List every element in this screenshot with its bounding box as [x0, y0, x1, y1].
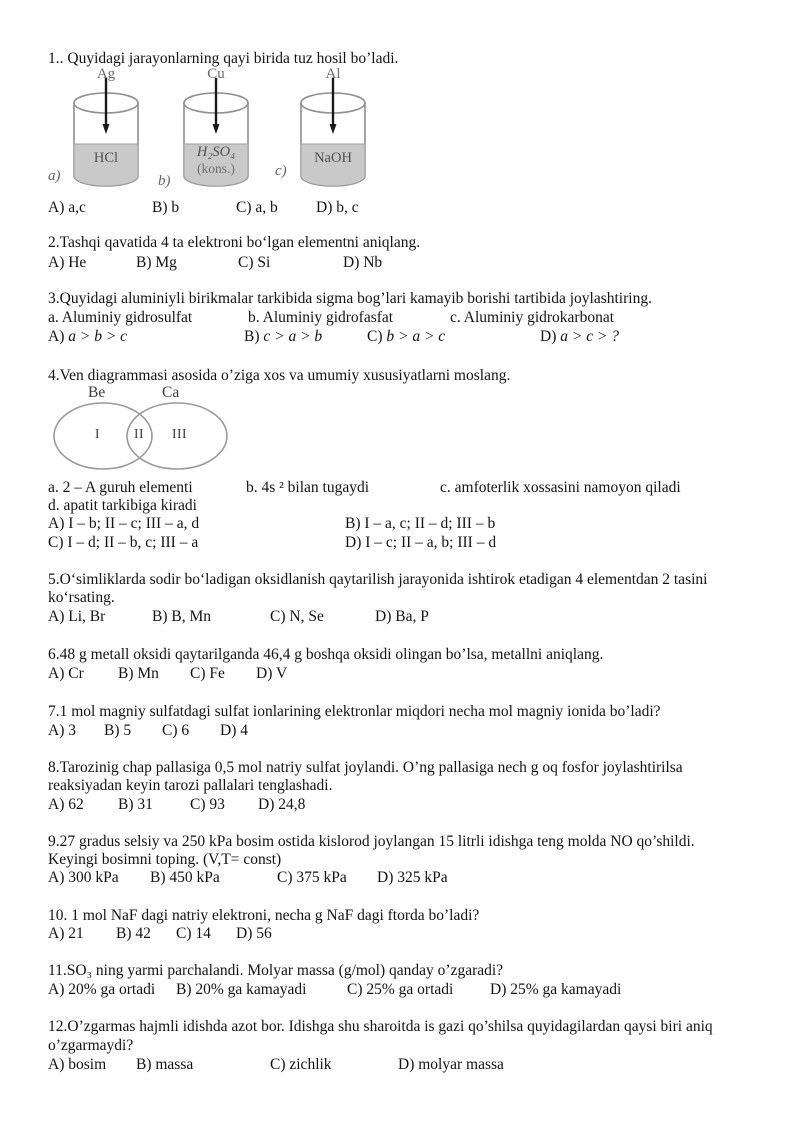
q10-option-d: D) 56	[236, 925, 272, 942]
q2-option-a: A) He	[48, 254, 87, 271]
q12-options	[48, 1055, 504, 1074]
beaker-icon	[298, 66, 368, 198]
beaker-b-metal-label: Cu	[207, 66, 225, 82]
q6-option-b: B) Mn	[118, 665, 159, 682]
venn-region-iii: III	[172, 426, 187, 441]
q3-option-b-label: B)	[244, 328, 264, 345]
q4-option-b: B) I – a, c; II – d; III – b	[345, 515, 496, 532]
q7-title: 7.1 mol magniy sulfatdagi sulfat ionlarining elektronlar miqdori necha mol magniy ionida bo’ladi?	[48, 703, 661, 720]
q1-title: 1.. Quyidagi jarayonlarning qayi birida tuz hosil bo’ladi.	[48, 50, 399, 67]
q10-options	[48, 924, 272, 943]
q3-option-a	[48, 327, 244, 346]
q11-option-c: C) 25% ga ortadi	[347, 981, 454, 998]
q3-option-c-value: b > a > c	[386, 328, 446, 345]
q12-option-b: B) massa	[136, 1056, 194, 1073]
beaker-a-metal-label: Ag	[96, 66, 116, 82]
q3-option-c	[367, 327, 540, 346]
q4-item-c: c. amfoterlik xossasini namoyon qiladi	[440, 479, 681, 496]
q6-option-c: C) Fe	[190, 665, 225, 682]
q8-title-line-1: 8.Tarozinig chap pallasiga 0,5 mol natriy sulfat joylandi. O’ng pallasiga nech g oq fosfor joylashtirilsa	[48, 759, 683, 776]
q3-option-a-label: A)	[48, 328, 69, 345]
q3-option-b-value: c > a > b	[263, 328, 323, 345]
q5-title-line-2: ko‘rsating.	[48, 589, 115, 606]
venn-circles-icon	[50, 398, 240, 480]
beaker-c-liquid-label: NaOH	[314, 150, 352, 166]
q2-title: 2.Tashqi qavatida 4 ta elektroni bo‘lgan elementni aniqlang.	[48, 234, 421, 251]
q9-title-line-1: 9.27 gradus selsiy va 250 kPa bosim ostida kislorod joylangan 15 litrli idishga teng molda NO qo’shildi.	[48, 833, 695, 850]
q2-option-b: B) Mg	[136, 254, 177, 271]
q11-title: 11.SO₃ ning yarmi parchalandi. Molyar massa (g/mol) qanday o’zgaradi?	[48, 962, 504, 979]
q10-title: 10. 1 mol NaF dagi natriy elektroni, necha g NaF dagi ftorda bo’ladi?	[48, 907, 480, 924]
q3-option-d	[540, 327, 619, 346]
q3-options	[48, 327, 619, 346]
q4-options-row-2	[48, 533, 496, 552]
q8-option-b: B) 31	[118, 796, 153, 813]
beaker-a-liquid-label: HCl	[93, 150, 119, 166]
q3-item-a: a. Aluminiy gidrosulfat	[48, 309, 193, 326]
beaker-a-sublabel: a)	[48, 168, 61, 184]
q4-option-d: D) I – c; II – a, b; III – d	[345, 534, 497, 551]
q3-item-b: b. Aluminiy gidrofasfat	[248, 309, 394, 326]
q6-options	[48, 664, 287, 683]
venn-region-i: I	[95, 426, 100, 441]
q9-option-b: B) 450 kPa	[150, 869, 220, 886]
q5-option-a: A) Li, Br	[48, 608, 106, 625]
q1-options	[48, 198, 359, 217]
q9-option-c: C) 375 kPa	[277, 869, 347, 886]
beaker-icon	[71, 66, 141, 198]
q6-option-a: A) Cr	[48, 665, 84, 682]
q4-options-row-1	[48, 514, 495, 533]
q8-options	[48, 795, 305, 814]
beaker-icon	[181, 66, 251, 198]
q11-option-d: D) 25% ga kamayadi	[490, 981, 622, 998]
beaker-c	[275, 66, 368, 198]
q8-option-c: C) 93	[190, 796, 225, 813]
q10-option-b: B) 42	[116, 925, 151, 942]
q1-option-c: C) a, b	[236, 199, 278, 216]
q6-title: 6.48 g metall oksidi qaytarilganda 46,4 g boshqa oksidi olingan bo’lsa, metallni aniqlang.	[48, 646, 604, 663]
beaker-b-liquid-note: (kons.)	[197, 161, 235, 176]
q7-option-a: A) 3	[48, 722, 76, 739]
q2-option-c: C) Si	[238, 254, 271, 271]
q12-title-line-2: o’zgarmaydi?	[48, 1037, 134, 1054]
beaker-c-sublabel: c)	[275, 163, 287, 179]
q11-option-a: A) 20% ga ortadi	[48, 981, 156, 998]
venn-left-set-label: Be	[88, 384, 106, 401]
q11-option-b: B) 20% ga kamayadi	[176, 981, 307, 998]
q3-option-a-value: a > b > c	[68, 328, 128, 345]
q1-option-a: A) a,c	[48, 199, 86, 216]
q4-option-a: A) I – b; II – c; III – a, d	[48, 515, 200, 532]
venn-region-ii: II	[134, 426, 144, 441]
q8-title-line-2: reaksiyadan keyin tarozi pallalari tenglashadi.	[48, 777, 333, 794]
beaker-b-sublabel: b)	[158, 173, 171, 189]
q11-options	[48, 980, 621, 999]
q5-option-b: B) B, Mn	[152, 608, 211, 625]
q4-items-row	[48, 478, 681, 497]
q3-option-b	[244, 327, 367, 346]
beaker-b-liquid-label: H₂SO₄	[196, 144, 236, 160]
q4-item-d: d. apatit tarkibiga kiradi	[48, 497, 197, 514]
q12-option-c: C) zichlik	[270, 1056, 332, 1073]
q10-option-c: C) 14	[176, 925, 211, 942]
q3-items	[48, 308, 614, 327]
q9-option-a: A) 300 kPa	[48, 869, 119, 886]
q7-option-b: B) 5	[104, 722, 132, 739]
q12-title-line-1: 12.O’zgarmas hajmli idishda azot bor. Idishga shu sharoitda is gazi qo’shilsa quyidagilardan qaysi biri aniq	[48, 1018, 713, 1035]
q3-option-d-label: D)	[540, 328, 561, 345]
beaker-c-metal-label: Al	[325, 66, 341, 82]
beaker-b	[158, 66, 251, 198]
q8-option-d: D) 24,8	[258, 796, 306, 813]
q9-options	[48, 868, 448, 887]
q5-option-d: D) Ba, P	[375, 608, 429, 625]
q2-option-d: D) Nb	[343, 254, 383, 271]
q10-option-a: A) 21	[48, 925, 84, 942]
q7-option-c: C) 6	[162, 722, 190, 739]
q3-title: 3.Quyidagi aluminiyli birikmalar tarkibida sigma bog’lari kamayib borishi tartibida joylashtiring.	[48, 290, 652, 307]
q9-option-d: D) 325 kPa	[377, 869, 448, 886]
q12-option-d: D) molyar massa	[398, 1056, 504, 1073]
q3-option-c-label: C)	[367, 328, 387, 345]
q5-options	[48, 607, 429, 626]
q4-item-a: a. 2 – A guruh elementi	[48, 479, 193, 496]
beaker-a	[48, 66, 141, 198]
q4-title: 4.Ven diagrammasi asosida o’ziga xos va umumiy xususiyatlarni moslang.	[48, 367, 511, 384]
q7-options	[48, 721, 248, 740]
venn-right-set-label: Ca	[162, 384, 180, 401]
venn-diagram	[50, 384, 250, 482]
q3-option-d-value: a > c > ?	[560, 328, 620, 345]
q4-option-c: C) I – d; II – b, c; III – a	[48, 534, 199, 551]
q1-option-d: D) b, c	[316, 199, 359, 216]
q9-title-line-2: Keyingi bosimni toping. (V,T= const)	[48, 851, 282, 868]
q12-option-a: A) bosim	[48, 1056, 107, 1073]
q3-item-c: c. Aluminiy gidrokarbonat	[450, 309, 615, 326]
q1-option-b: B) b	[152, 199, 180, 216]
q2-options	[48, 253, 382, 272]
q8-option-a: A) 62	[48, 796, 84, 813]
q5-title-line-1: 5.O‘simliklarda sodir bo‘ladigan oksidlanish qaytarilish jarayonida ishtirok etadigan 4 elementdan 2 tasini	[48, 571, 708, 588]
q5-option-c: C) N, Se	[270, 608, 324, 625]
q4-item-b: b. 4s ² bilan tugaydi	[246, 479, 370, 496]
q6-option-d: D) V	[256, 665, 288, 682]
q7-option-d: D) 4	[220, 722, 248, 739]
